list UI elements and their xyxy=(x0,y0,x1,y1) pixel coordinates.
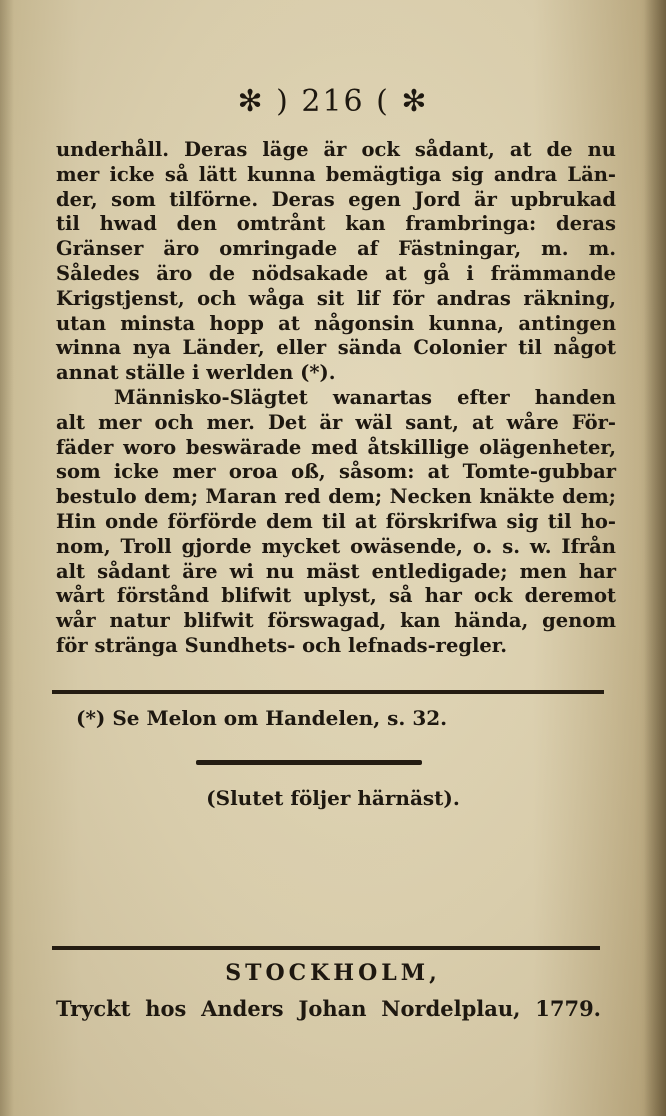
text-line: Gränser äro omringade af Fästningar, m. m. xyxy=(56,237,616,261)
text-line: utan minsta hopp at någonsin kunna, antingen xyxy=(56,311,616,335)
text-line: wår natur blifwit förswagad, kan hända, genom xyxy=(56,609,616,633)
page-edge-shadow xyxy=(644,0,666,1116)
footnote-divider-rule xyxy=(52,690,604,694)
text-line: nom, Troll gjorde mycket owäsende, o. s. w. Ifrån xyxy=(56,534,616,558)
text-line: fäder woro beswärade med åtskillige olägenheter, xyxy=(56,435,616,459)
text-line: der, som tilförne. Deras egen Jord är upbrukad xyxy=(56,187,616,211)
imprint-place: STOCKHOLM, xyxy=(225,960,441,986)
text-line: för stränga Sundhets- och lefnads-regler. xyxy=(56,633,508,657)
text-line: alt sådant äre wi nu mäst entledigade; men har xyxy=(56,559,616,583)
text-line: til hwad den omtrånt kan frambringa: deras xyxy=(56,212,616,236)
paragraph-first-line: Människo-Slägtet wanartas efter handen xyxy=(114,385,616,409)
text-line: som icke mer oroa oß, såsom: at Tomte-gubbar xyxy=(56,460,616,484)
text-line: mer icke så lätt kunna bemägtiga sig andra Län- xyxy=(56,162,616,186)
text-line: Hin onde förförde dem til at förskrifwa sig til ho- xyxy=(56,509,616,533)
text-line: underhåll. Deras läge är ock sådant, at de nu xyxy=(56,138,616,161)
text-line: bestulo dem; Maran red dem; Necken knäkte dem; xyxy=(56,485,616,509)
catchword: (Slutet följer härnäst). xyxy=(206,786,460,810)
text-line: Krigstjenst, och wåga sit lif för andras räkning, xyxy=(56,286,616,310)
text-line: annat ställe i werlden (*). xyxy=(56,361,336,385)
text-line: winna nya Länder, eller sända Colonier til något xyxy=(56,336,616,360)
imprint-divider-rule xyxy=(52,946,600,950)
text-line: alt mer och mer. Det är wäl sant, at wåre För- xyxy=(56,410,616,434)
text-line: Således äro de nödsakade at gå i främmande xyxy=(56,261,616,285)
page-number-header: ✻ ) 216 ( ✻ xyxy=(237,84,429,119)
imprint-printer: Tryckt hos Anders Johan Nordelplau, 1779. xyxy=(56,996,601,1021)
footnote: (*) Se Melon om Handelen, s. 32. xyxy=(76,706,448,730)
body-text xyxy=(56,138,616,659)
spine-shadow xyxy=(0,0,14,1116)
text-line: wårt förstånd blifwit uplyst, så har ock deremot xyxy=(56,584,616,608)
ornamental-rule xyxy=(196,760,422,765)
